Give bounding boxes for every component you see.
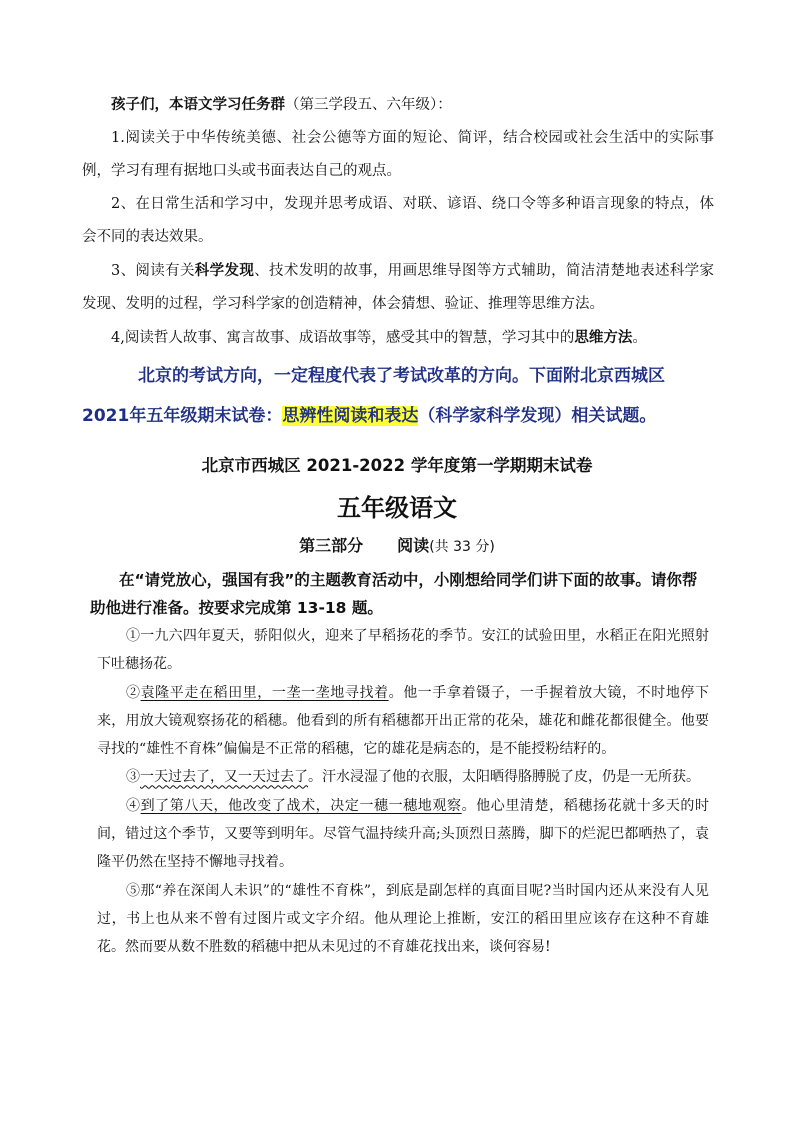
story-p4-underlined: 到了第八天，他改变了战术，决定一穗一穗地观察	[140, 797, 462, 814]
learning-tasks	[82, 88, 714, 355]
exam-title: 北京市西城区 2021-2022 学年度第一学期期末试卷	[201, 456, 593, 475]
task-item-2: 2、在日常生活和学习中，发现并思考成语、对联、谚语、绕口令等多种语言现象的特点，体会不同的表达效果。	[82, 196, 714, 245]
notice-highlight: 思辨性阅读和表达	[282, 406, 419, 426]
story-p4-rest: 。他心里清楚，稻穗扬花就十多天的时间，错过这个季节，又要等到明年。尽管气温持续升高;头顶烈日蒸腾，脚下的烂泥巴都晒热了，袁隆平仍然在坚持不懈地寻找着。	[97, 797, 710, 871]
task-item-4-emphasis: 思维方法	[574, 329, 633, 346]
story-paragraph-2	[97, 679, 709, 764]
part-name: 阅读	[397, 536, 430, 555]
story-paragraph-3	[97, 763, 709, 791]
task-item-4-a: 4,阅读哲人故事、寓言故事、成语故事等，感受其中的智慧，学习其中的	[111, 330, 575, 346]
tasks-heading-text: 孩子们，本语文学习任务群	[111, 96, 285, 113]
story-p2-rest: 。他一手拿着镊子，一手握着放大镜，不时地停下来，用放大镜观察扬花的稻穗。他看到的所有稻穗都开出正常的花朵，雄花和雌花都很健全。他要寻找的“雄性不育株”偏偏是不正常的稻穗，它的雄花是病态的，是不能授粉结籽的。	[97, 684, 710, 758]
notice-line-2-a: 2021年五年级期末试卷：	[82, 406, 283, 426]
part-note: (共 33 分)	[429, 539, 495, 555]
story-paragraph-4	[97, 792, 709, 877]
task-item-3-emphasis: 科学发现	[194, 262, 255, 279]
task-item-1: 1.阅读关于中华传统美德、社会公德等方面的短论、简评，结合校园或社会生活中的实际事例，学习有理有据地口头或书面表达自己的观点。	[82, 130, 714, 179]
exam-intro	[90, 566, 712, 622]
story-p2-marker: ②	[126, 684, 141, 701]
intro-text: 在“请党放心，强国有我”的主题教育活动中，小刚想给同学们讲下面的故事。请你帮助他进行准备。按要求完成第 13-18 题。	[90, 571, 698, 617]
task-item-4	[82, 321, 714, 355]
notice-line-2	[82, 396, 722, 436]
story-p3-rest: 。汗水浸湿了他的衣服，太阳晒得胳膊脱了皮，仍是一无所获。	[308, 769, 700, 786]
task-item-3	[82, 254, 714, 321]
story-p4-marker: ④	[126, 797, 141, 814]
notice-line-2-b: （科学家科学发现）相关试题。	[418, 406, 657, 426]
task-item-3-a: 3、阅读有关	[111, 263, 195, 279]
part-label: 第三部分	[299, 536, 364, 555]
notice-line-1: 北京的考试方向，一定程度代表了考试改革的方向。下面附北京西城区	[138, 366, 665, 386]
story-passage	[97, 622, 709, 962]
exam-notice	[82, 356, 722, 436]
task-item-4-c: 。	[632, 330, 647, 346]
part-heading	[0, 533, 794, 556]
story-p3-marker: ③	[126, 769, 140, 786]
story-paragraph-1: ①一九六四年夏天，骄阳似火，迎来了早稻扬花的季节。安江的试验田里，水稻正在阳光照射下吐穗扬花。	[97, 628, 709, 673]
exam-subtitle: 五年级语文	[337, 494, 457, 522]
story-p3-underlined: 一天过去了，又一天过去了	[140, 769, 308, 786]
tasks-heading	[82, 88, 714, 122]
task-item-3-c: 、技术发明的故事，用画思维导图等方式辅助，简洁清楚地表述科学家发现、发明的过程，学习科学家的创造精神，体会猜想、验证、推理等思维方法。	[82, 263, 715, 312]
story-paragraph-5: ⑤那“养在深闺人未识”的“雄性不育株”，到底是副怎样的真面目呢?当时国内还从来没有人见过，书上也从来不曾有过图片或文字介绍。他从理论上推断，安江的稻田里应该存在这种不育雄花。然而要从数不胜数的稻穗中把从未见过的不育雄花找出来，谈何容易!	[97, 882, 709, 956]
story-p2-underlined: 袁隆平走在稻田里，一垄一垄地寻找着	[140, 684, 389, 701]
tasks-heading-note: （第三学段五、六年级）：	[285, 97, 452, 113]
